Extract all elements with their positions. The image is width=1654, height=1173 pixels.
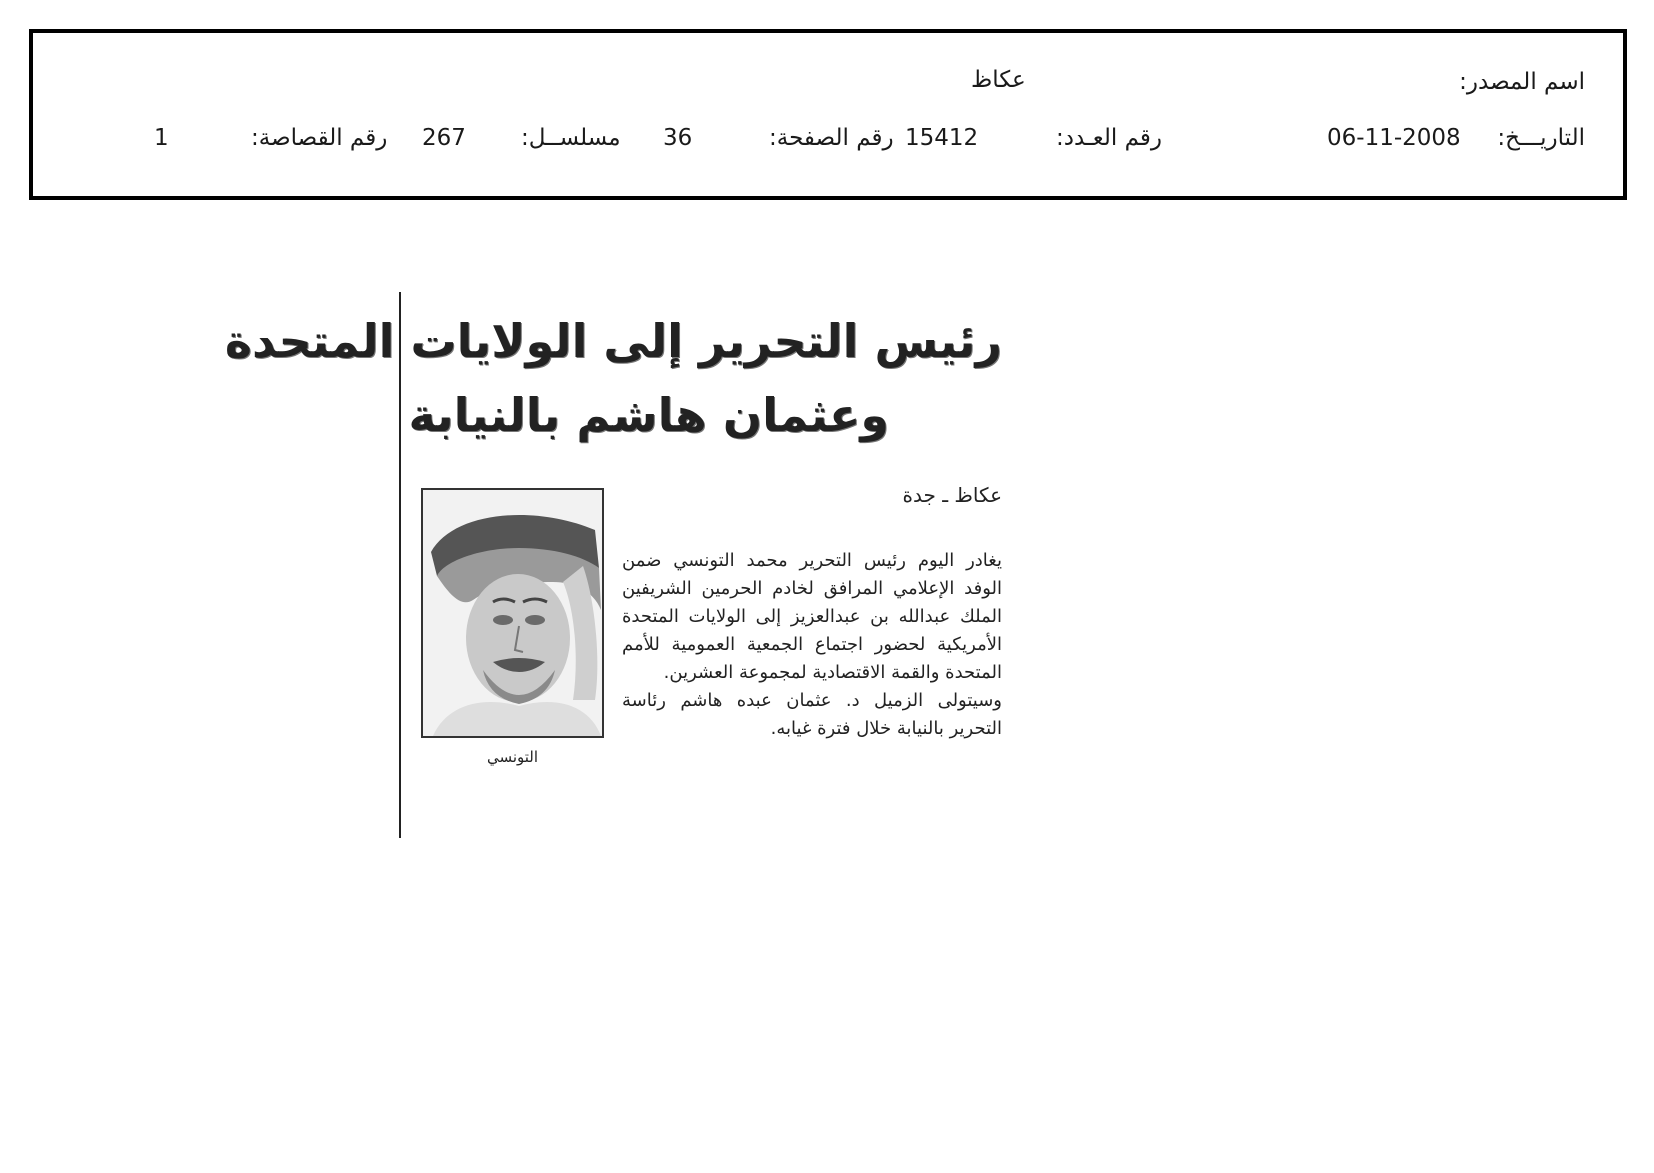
portrait-photo xyxy=(421,488,604,738)
dateline: عكاظ ـ جدة xyxy=(902,483,1002,507)
clipping-header xyxy=(29,29,1627,200)
headline-line-1: رئيس التحرير إلى الولايات المتحدة xyxy=(224,314,1002,368)
photo-caption: التونسي xyxy=(486,748,539,766)
serial-label: مسلســل: xyxy=(521,125,621,151)
issue-label: رقم العـدد: xyxy=(1056,125,1163,151)
article-paragraph: يغادر اليوم رئيس التحرير محمد التونسي ضمن الوفد الإعلامي المرافق لخادم الحرمين الشريفين الملك عبدالله بن عبدالعزيز إلى الولايات المتحدة الأمريكية لحضور اجتماع الجمعية العمومية للأمم المتحدة والقمة الاقتصادية لمجموعة العشرين. xyxy=(622,550,1002,683)
page-label: رقم الصفحة: xyxy=(769,125,894,151)
issue-value: 15412 xyxy=(905,125,979,151)
article-paragraph: وسيتولى الزميل د. عثمان عبده هاشم رئاسة التحرير بالنيابة خلال فترة غيابه. xyxy=(622,690,1002,739)
date-label: التاريـــخ: xyxy=(1497,125,1585,151)
article-body xyxy=(622,547,1002,743)
source-label: اسم المصدر: xyxy=(1459,69,1585,95)
source-value: عكاظ xyxy=(971,67,1026,93)
portrait-figure-icon xyxy=(423,490,602,736)
headline-line-2: وعثمان هاشم بالنيابة xyxy=(408,388,889,442)
clip-label: رقم القصاصة: xyxy=(251,125,388,151)
clip-value: 1 xyxy=(154,125,169,151)
serial-value: 267 xyxy=(422,125,466,151)
page-value: 36 xyxy=(663,125,693,151)
column-divider xyxy=(399,292,401,838)
date-value: 06-11-2008 xyxy=(1327,125,1461,151)
